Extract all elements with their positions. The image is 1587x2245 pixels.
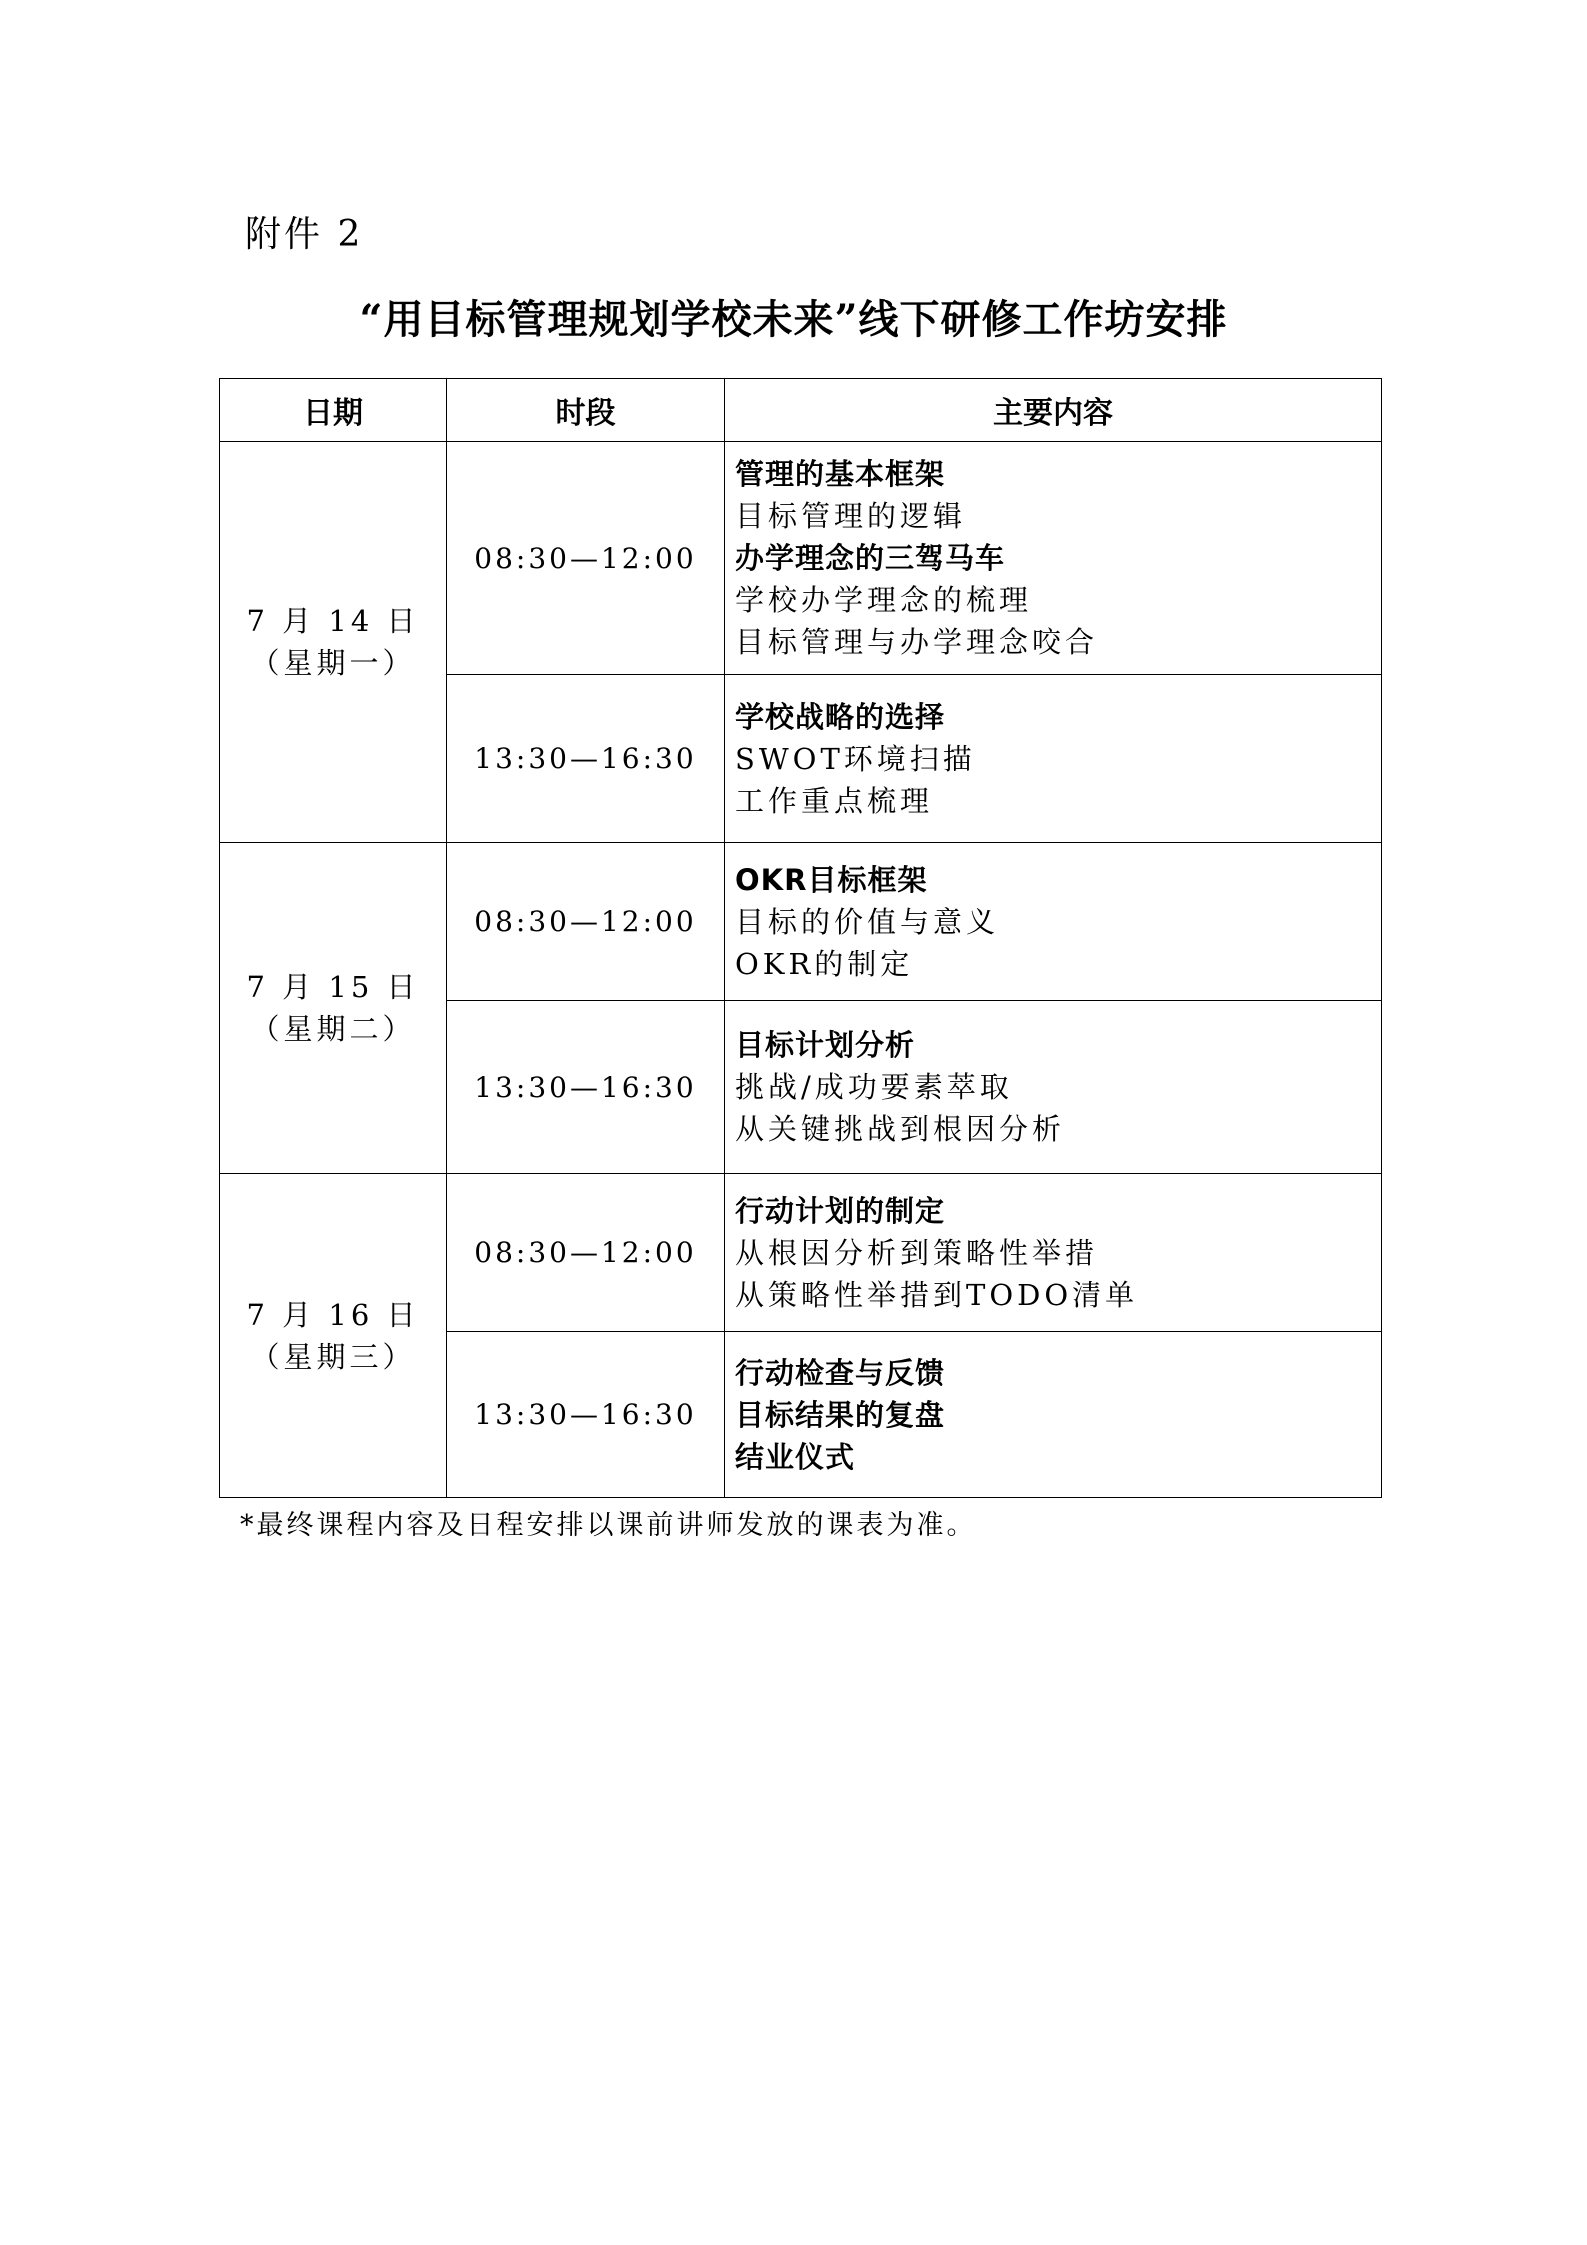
attachment-label: 附件 2 [245, 214, 364, 255]
weekday-text: （星期一） [250, 646, 416, 680]
time-slot-cell: 13:30—16:30 [447, 1332, 725, 1498]
schedule-table [219, 378, 1382, 1498]
page-title: “用目标管理规划学校未来”线下研修工作坊安排 [359, 296, 1228, 343]
date-text: 7 月 16 日 [246, 1297, 420, 1332]
content-heading: OKR目标框架 [735, 862, 928, 897]
content-item: 从根因分析到策略性举措 [735, 1235, 1099, 1270]
date-cell [220, 442, 447, 843]
table-row [220, 843, 1382, 1001]
content-item: 从策略性举措到TODO清单 [735, 1277, 1139, 1312]
content-heading: 目标计划分析 [735, 1028, 916, 1062]
table-row [220, 1174, 1382, 1332]
footnote: *最终课程内容及日程安排以课前讲师发放的课表为准。 [240, 1510, 977, 1541]
content-item: 从关键挑战到根因分析 [735, 1112, 1066, 1146]
content-item: 工作重点梳理 [735, 783, 934, 818]
content-heading: 学校战略的选择 [735, 699, 946, 734]
content-cell [725, 675, 1382, 843]
content-heading: 管理的基本框架 [735, 457, 946, 491]
time-slot-cell: 08:30—12:00 [447, 1174, 725, 1332]
weekday-text: （星期二） [250, 1012, 416, 1046]
content-heading: 行动计划的制定 [735, 1193, 946, 1228]
schedule-body [220, 442, 1382, 1498]
time-slot-cell: 08:30—12:00 [447, 843, 725, 1001]
time-slot-cell: 08:30—12:00 [447, 442, 725, 675]
content-cell [725, 442, 1382, 675]
content-cell [725, 1174, 1382, 1332]
weekday-text: （星期三） [250, 1339, 416, 1374]
content-item: 学校办学理念的梳理 [735, 583, 1033, 617]
header-date: 日期 [220, 379, 447, 442]
header-main-content: 主要内容 [725, 379, 1382, 442]
content-heading: 办学理念的三驾马车 [735, 541, 1006, 575]
date-text: 7 月 14 日 [246, 604, 420, 638]
content-cell [725, 843, 1382, 1001]
content-heading: 行动检查与反馈 [735, 1355, 946, 1390]
date-cell [220, 1174, 447, 1498]
content-item: 挑战/成功要素萃取 [735, 1070, 1013, 1104]
content-item: 目标的价值与意义 [735, 904, 1000, 939]
table-row [220, 442, 1382, 675]
content-item: SWOT环境扫描 [735, 741, 976, 776]
content-item: OKR的制定 [735, 946, 914, 981]
header-time-slot: 时段 [447, 379, 725, 442]
time-slot-cell: 13:30—16:30 [447, 1001, 725, 1174]
content-item: 目标管理的逻辑 [735, 499, 967, 533]
content-heading: 结业仪式 [735, 1439, 856, 1474]
date-text: 7 月 15 日 [246, 970, 420, 1004]
table-header-row [220, 379, 1382, 442]
content-item: 目标管理与办学理念咬合 [735, 625, 1099, 659]
content-cell [725, 1332, 1382, 1498]
content-heading: 目标结果的复盘 [735, 1397, 946, 1432]
content-cell [725, 1001, 1382, 1174]
date-cell [220, 843, 447, 1174]
time-slot-cell: 13:30—16:30 [447, 675, 725, 843]
